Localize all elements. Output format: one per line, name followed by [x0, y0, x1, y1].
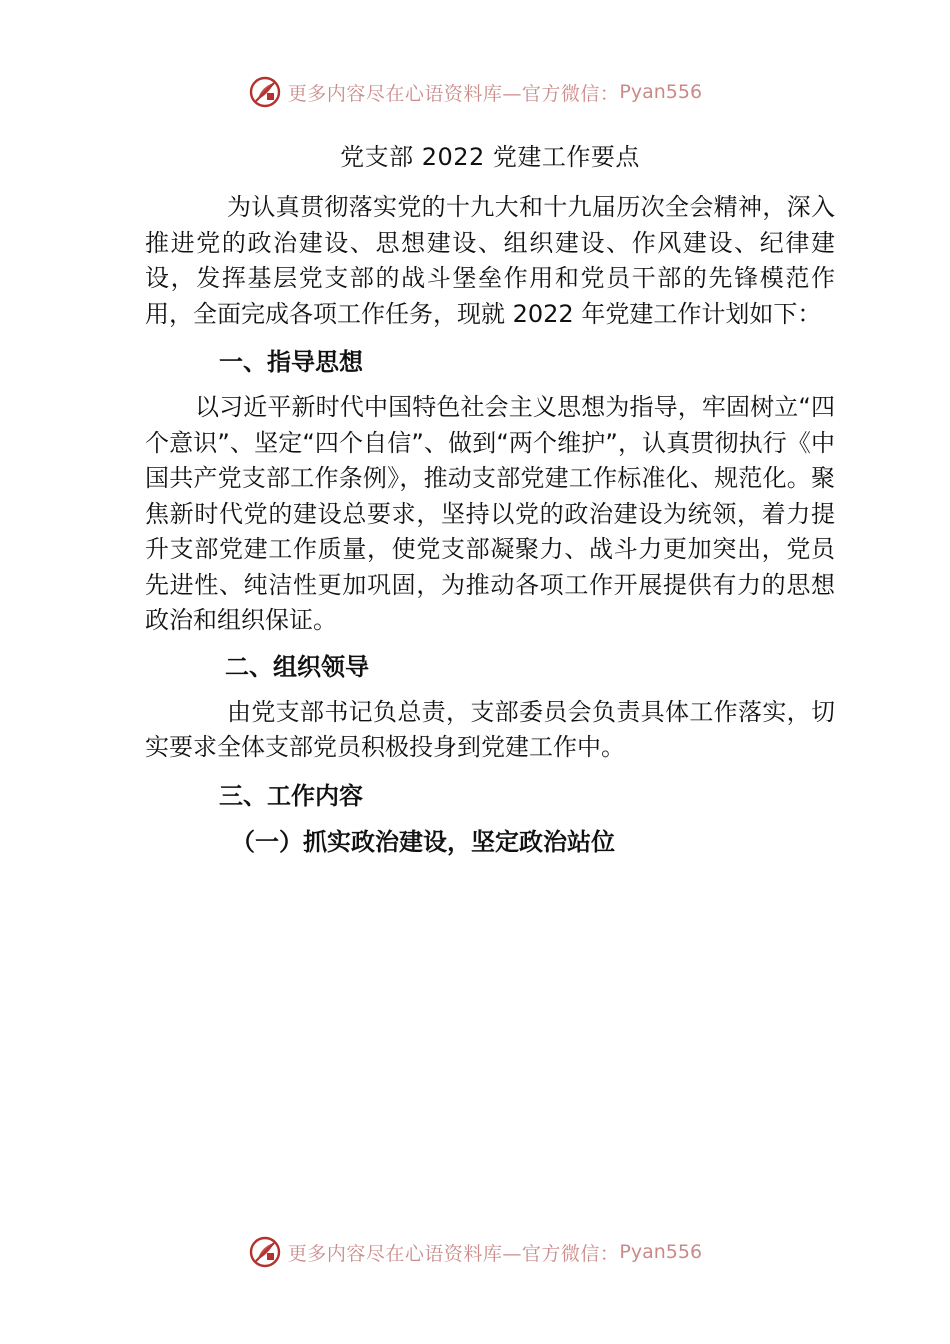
watermark-wechat-id: Pyan556 — [619, 1241, 703, 1263]
section-heading-work-content: 三、工作内容 — [219, 781, 363, 810]
quill-logo-icon — [248, 1235, 282, 1269]
header-watermark — [0, 74, 950, 110]
footer-watermark — [0, 1234, 950, 1270]
intro-paragraph: 为认真贯彻落实党的十九大和十九届历次全会精神，深入推进党的政治建设、思想建设、组织建设、作风建设、纪律建设，发挥基层党支部的战斗堡垒作用和党员干部的先锋模范作用，全面完成各项工作任务，现就 2022 年党建工作计划如下： — [145, 193, 835, 328]
section-heading-guiding-ideology: 一、指导思想 — [219, 348, 363, 376]
organization-leadership-paragraph: 由党支部书记负总责，支部委员会负责具体工作落实，切实要求全体支部党员积极投身到党建工作中。 — [145, 697, 835, 761]
watermark-text: 更多内容尽在心语资料库—官方微信： — [287, 1242, 620, 1265]
watermark-text: 更多内容尽在心语资料库—官方微信： — [287, 82, 620, 105]
document-body — [145, 140, 835, 860]
quill-logo-icon — [248, 75, 282, 109]
guiding-ideology-paragraph: 以习近平新时代中国特色社会主义思想为指导，牢固树立“四个意识”、坚定“四个自信”、做到“两个维护”，认真贯彻执行《中国共产党支部工作条例》，推动支部党建工作标准化、规范化。聚焦新时代党的建设总要求，坚持以党的政治建设为统领，着力提升支部党建工作质量，使党支部凝聚力、战斗力更加突出，党员先进性、纯洁性更加巩固，为推动各项工作开展提供有力的思想政治和组织保证。 — [145, 393, 835, 634]
document-title: 党支部 2022 党建工作要点 — [340, 143, 640, 171]
watermark-wechat-id: Pyan556 — [619, 81, 703, 103]
section-heading-organization-leadership: 二、组织领导 — [225, 652, 369, 681]
subsection-heading-political-building: （一）抓实政治建设，坚定政治站位 — [231, 827, 615, 856]
